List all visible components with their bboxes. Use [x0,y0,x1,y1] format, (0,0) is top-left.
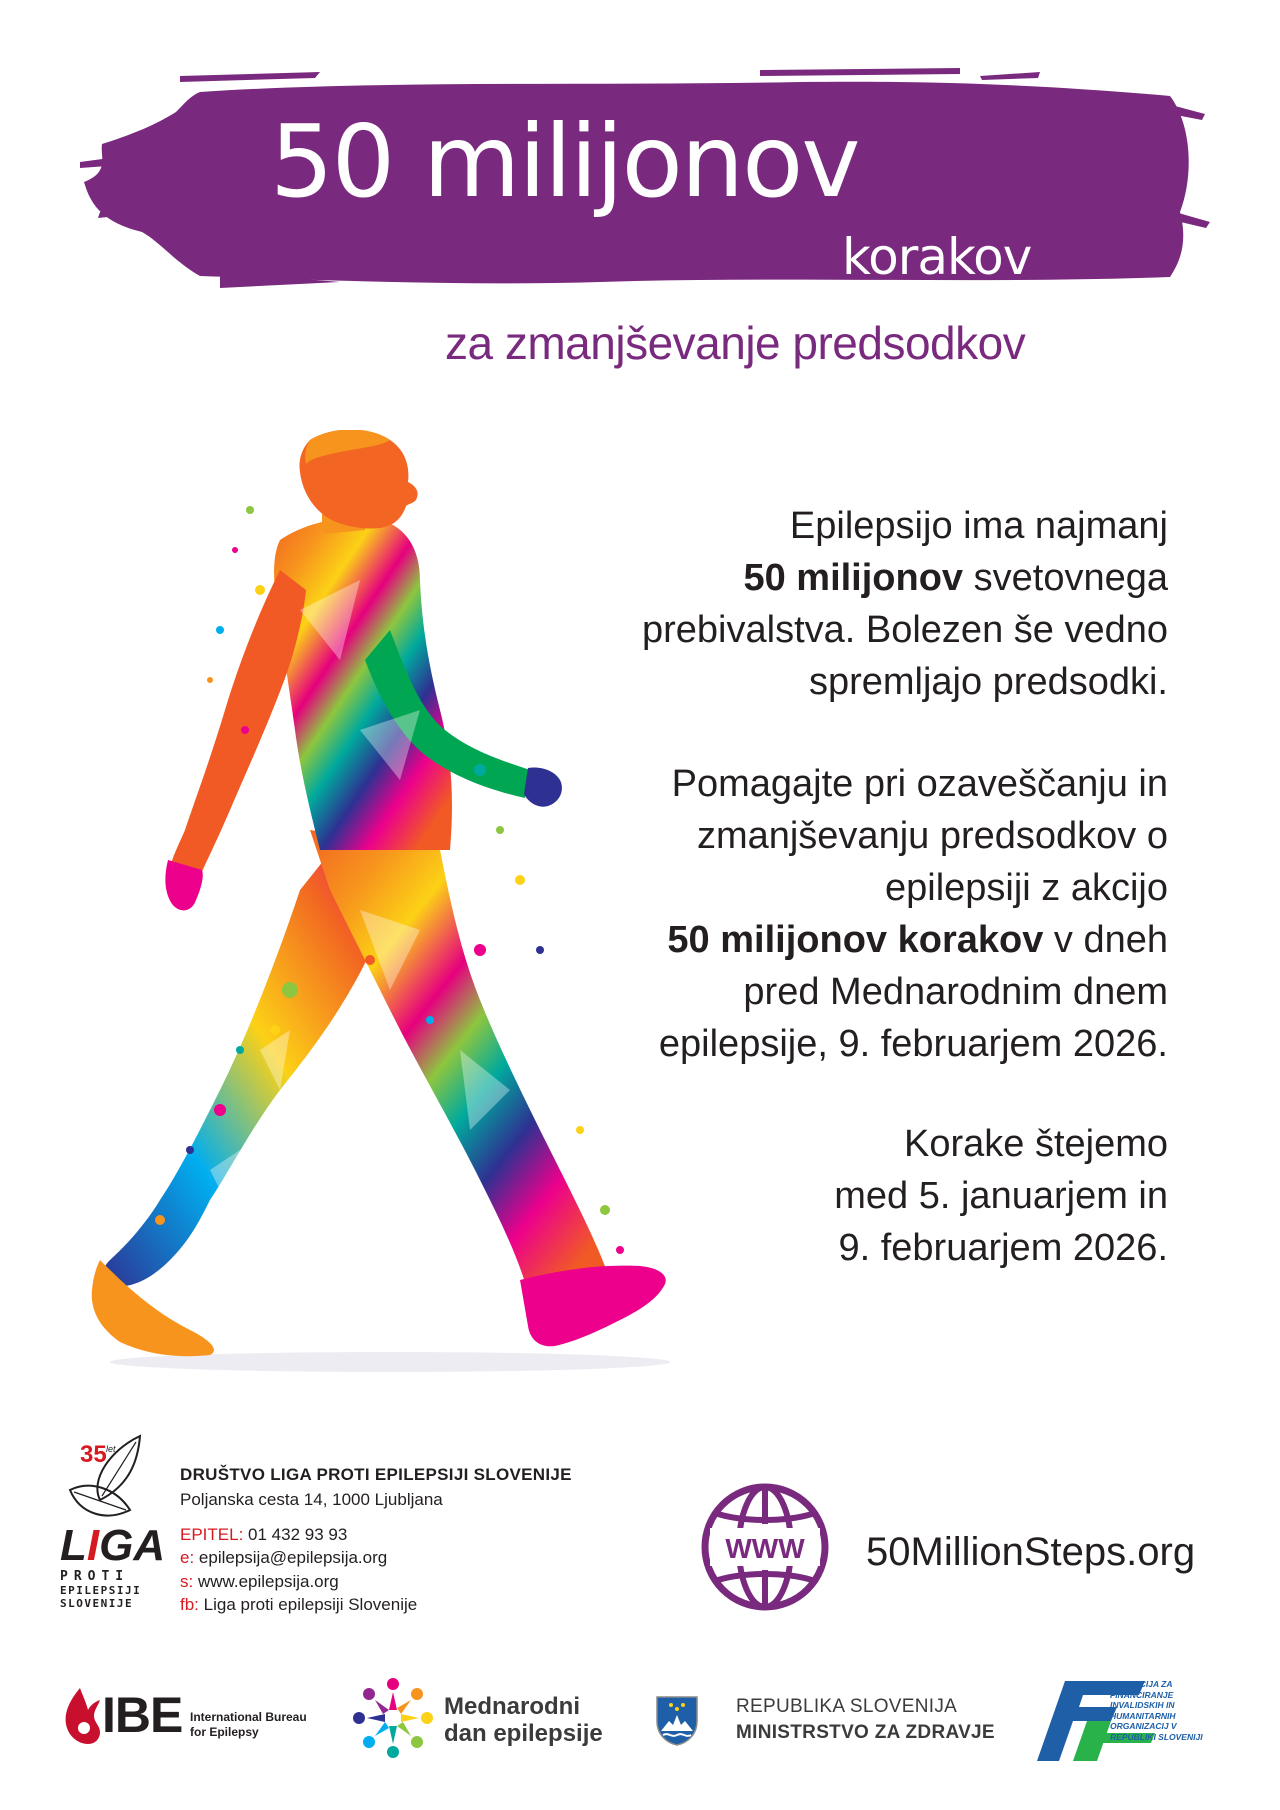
intro-line-3: prebivalstva. Bolezen še vedno [642,609,1168,651]
ibe-abbr: IBE [102,1687,183,1743]
liga-badge-text: 35 [80,1441,107,1468]
fiho-text: FUNDACIJA ZA FINANCIRANJE INVALIDSKIH IN HUMANITARNIH ORGANIZACIJ V REPUBLIKI SLOVENIJI [1110,1679,1203,1742]
campaign-line-1: Pomagajte pri ozaveščanju in [671,763,1168,805]
email-label: e: [180,1548,195,1567]
campaign-line-4-rest: v dneh [1043,919,1168,961]
liga-sub-2: EPILEPSIJI [60,1584,142,1597]
ibe-name-line-2: for Epilepsy [190,1725,259,1739]
website-url[interactable]: 50MillionSteps.org [866,1530,1196,1574]
people-circle-icon [353,1678,433,1758]
dates-paragraph [608,1118,1168,1274]
intro-line-4: spremljajo predsodki. [808,661,1168,703]
ministry-line-2: MINISTRSTVO ZA ZDRAVJE [736,1722,995,1743]
slovenia-coat-of-arms-icon [655,1695,699,1747]
title-sub: korakov [842,228,1032,286]
intro-line-1: Epilepsijo ima najmanj [789,505,1168,547]
org-site [180,1570,339,1593]
campaign-line-4 [608,914,1168,966]
liga-badge-let: let [106,1444,116,1454]
fb-value[interactable]: Liga proti epilepsiji Slovenije [198,1595,418,1614]
campaign-paragraph [608,758,1168,1070]
intro-paragraph [608,500,1168,708]
www-label: WWW [725,1533,805,1564]
dates-line-1: Korake štejemo [903,1123,1168,1165]
mde-line-1: Mednarodni [444,1693,580,1720]
campaign-line-5: pred Mednarodnim dnem [743,971,1168,1013]
intro-line-2 [608,552,1168,604]
email-value[interactable]: epilepsija@epilepsija.org [194,1548,388,1567]
subtitle: za zmanjševanje predsodkov [445,317,1026,369]
flame-icon [66,1688,100,1744]
liga-logo [60,1430,172,1620]
org-epitel [180,1523,347,1546]
liga-sub-3: SLOVENIJE [60,1597,134,1610]
liga-sub-1: PROTI [60,1569,130,1584]
ibe-name [190,1710,307,1740]
campaign-line-3: epilepsiji z akcijo [884,867,1168,909]
mde-line-2: dan epilepsije [444,1720,603,1747]
epitel-value[interactable]: 01 432 93 93 [243,1525,348,1544]
org-facebook [180,1593,417,1616]
intro-line-2-rest: svetovnega [963,557,1168,599]
site-value[interactable]: www.epilepsija.org [193,1572,339,1591]
org-email [180,1546,387,1569]
ministry-line-1: REPUBLIKA SLOVENIJA [736,1696,958,1717]
mednarodni-dan-logo [350,1675,436,1761]
campaign-line-6: epilepsije, 9. februarjem 2026. [658,1023,1168,1065]
epitel-label: EPITEL: [180,1525,244,1544]
campaign-line-2: zmanjševanju predsodkov o [696,815,1168,857]
mednarodni-dan-text [444,1693,603,1747]
globe-www-icon [700,1482,830,1612]
campaign-line-4-bold: 50 milijonov korakov [667,919,1044,961]
ibe-name-line-1: International Bureau [190,1710,307,1724]
intro-line-2-bold: 50 milijonov [743,557,964,599]
dates-line-2: med 5. januarjem in [834,1175,1168,1217]
dates-line-3: 9. februarjem 2026. [838,1227,1168,1269]
org-address: Poljanska cesta 14, 1000 Ljubljana [180,1490,443,1509]
org-name: DRUŠTVO LIGA PROTI EPILEPSIJI SLOVENIJE [180,1465,572,1484]
title-main: 50 milijonov [270,103,859,220]
liga-wordmark: LIGA [60,1521,166,1570]
fb-label: fb: [180,1595,199,1614]
site-label: s: [180,1572,194,1591]
